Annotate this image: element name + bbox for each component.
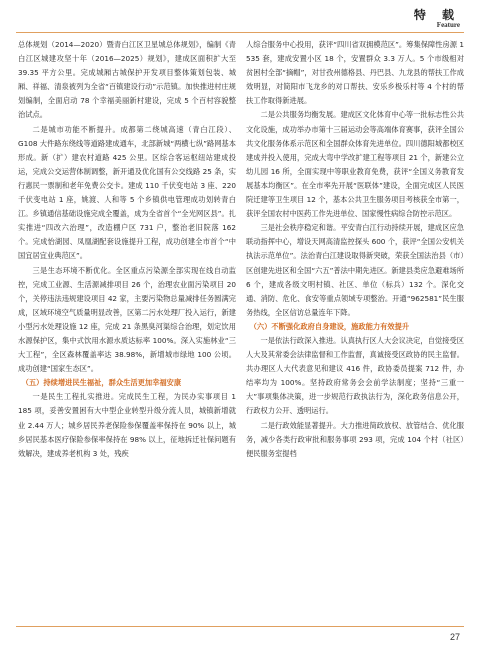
paragraph: 一是民生工程扎实推进。完成民生工程，为民办实事项目 1 185 项，妥善安置困有大中型企业转型升级分流人员，城镇新增就业 2.44 万人；城乡居民养老保险参保覆盖率保持在 90% 以上，城乡居民基本医疗保险参保率保持在 98% 以上，征地拆迁社保问题有效解决，建成养老机构 3 处，残疾 xyxy=(18,392,236,458)
article-body xyxy=(18,38,464,620)
section-heading: （六）不断强化政府自身建设，施政能力有效提升 xyxy=(249,321,410,331)
paragraph: 一是依法行政深入推进。认真执行区人大会议决定，自觉接受区人大及其常委会法律监督和工作监督，真诚接受区政协的民主监督。共办理区人大代表意见和建议 416 件，政协委员提案 712 件，办结率均为 100%。坚持政府常务会会前学法制度；坚持“三重一大”事项集体决策，进一步规范行政执法行为，深化政务信息公开，行政权力公开、透明运行。 xyxy=(246,335,464,416)
paragraph: 三是生态环境不断优化。全区重点污染源全部实现在线自动监控，完成工业源、生活源减排项目 26 个，治理农业面污染项目 20 个，关停违法违规建设项目 42 家，主要污染物总量减排任务圆满完成，区域环境空气质量明显改善，区第二污水处理厂投入运行，新建小型污水处理设施 12 座，完成 21 条黑臭河渠综合治理，划定饮用水源保护区，集中式饮用水源水质达标率 100%。深入实施林业“三大工程”，全区森林覆盖率达 38.98%，新增城市绿地 100 公顷。成功创建“国家生态区”。 xyxy=(18,265,236,374)
paragraph: 三是社会秩序稳定和谐。平安青白江行动持续开展，建成区应急联动指挥中心，增设天网高清监控探头 600 个，获评“全国公安机关执法示范单位”。法治青白江建设取得新突破，荣获全国法治县（市）区创建先进区和全国“六五”普法中期先进区。新建县类应急避难场所 6 个，建成各级文明村镇、社区、单位（标兵）132 个。深化交通、消防、危化、食安等重点领域专项整治。开通“962581”民生服务热线，全区信访总量连年下降。 xyxy=(246,223,464,317)
paragraph: 人综合服务中心投用，获评“四川省双拥模范区”。筹集保障性房源 1 535 套，建成安置小区 18 个，安置群众 3.3 万人。5 个市级相对贫困村全部“摘帽”，对甘孜州德格县、丹巴县、九龙县的帮扶工作成效明显，对简阳市飞龙乡的对口帮扶、安乐乡极乐村等 4 个村的帮扶工作取得新进展。 xyxy=(246,40,464,106)
right-column xyxy=(246,38,464,620)
section-title: 特 载 xyxy=(413,8,460,22)
page-header xyxy=(0,0,480,40)
header-rule xyxy=(16,32,464,33)
paragraph: 二是公共服务均衡发展。建成区文化体育中心等一批标志性公共文化设施，成功举办市第十三届运动会等高端体育赛事，获评全国公共文化服务体系示范区和全国群众体育先进单位。四川德阳城都校区建成并投入使用，完成大弯中学改扩建工程等项目 21 个，新建公立幼儿园 16 所，全面实现中等职业教育免费，获评“全国义务教育发展基本均衡区”。在全市率先开展“医联体”建设，全面完成区人民医院迁建等卫生项目 12 个，基本公共卫生服务项目考核获全市第一，获评全国农村中医药工作先进单位、国家慢性病综合防控示范区。 xyxy=(246,110,464,219)
page-number: 27 xyxy=(449,632,460,642)
paragraph: 二是城市功能不断提升。成都第二绕城高速（青白江段）、G108 大件路东绕线等道路建成通车，北部新城“两横七纵”路网基本形成。新（扩）建农村道路 425 公里。区综合客运枢纽站建成投运，完成公交运营体制调整，新开通及优化国有公交线路 25 条，实行惠民一票制和老年免费公交卡。建成 110 千伏变电站 3 座、220 千伏变电站 1 座，姚渡、人和等 5 个乡镇供电管理成功划转青白江。乡镇通信基础设施完成全覆盖，成为全省首个“全光网区县”。扎实推进“四改六治理”，改造棚户区 731 户，整治老旧院落 162 个。完成怡湖园、凤凰湖配套设施提升工程，成功创建全市首个“中国宜居宜业典范区”。 xyxy=(18,124,236,261)
paragraph: 总体规划（2014—2020）暨青白江区卫星城总体规划》，编制《青白江区城建攻坚十年（2016—2025）规划》，建成区面积扩大至 39.35 平方公里。完成城厢古城保护开发项目整体策划包装、城厢、祥福、清泉被列为全省“百镇建设行动”示范镇。加快推进村庄规划编制，全面启动 78 个幸福美丽新村建设，完成 5 个百村容貌整治试点。 xyxy=(18,40,236,120)
footer-rule xyxy=(16,626,464,627)
section-heading: （五）持续增进民生福祉，群众生活更加幸福安康 xyxy=(21,378,182,388)
paragraph: 二是行政效能显著提升。大力推进简政放权、放管结合、优化服务，减少各类行政审批和服务事项 293 项，完成 104 个村（社区）便民服务室提档 xyxy=(246,420,464,458)
left-column xyxy=(18,38,236,620)
section-subtitle: Feature xyxy=(436,21,460,29)
